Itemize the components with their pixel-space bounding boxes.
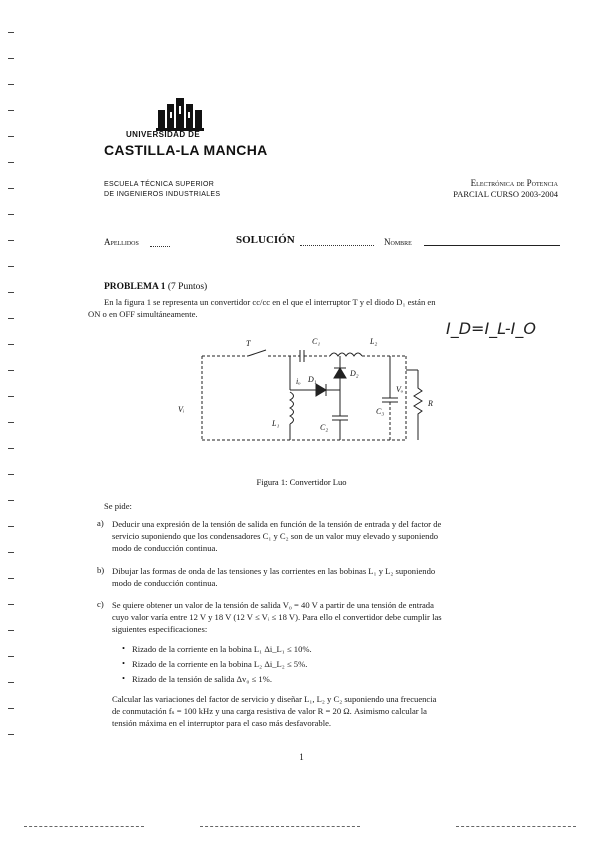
bullet-3: Rizado de la tensión de salida Δv₀ ≤ 1%. bbox=[132, 674, 272, 684]
capacitor-c3-icon bbox=[382, 398, 398, 402]
problem-points: (7 Puntos) bbox=[167, 282, 208, 292]
solucion-field[interactable] bbox=[300, 235, 374, 246]
label-l2: L₂ bbox=[370, 337, 378, 346]
item-c-label: c) bbox=[97, 599, 104, 609]
nombre-label: Nombre bbox=[384, 237, 412, 247]
item-a-line3: modo de conducción continua. bbox=[112, 543, 218, 553]
label-c1: C₁ bbox=[312, 337, 321, 346]
scan-bottom-mark-right bbox=[456, 826, 576, 828]
closing-line3: tensión máxima en el interruptor para el caso más desfavorable. bbox=[112, 718, 332, 728]
label-d1: D₁ bbox=[308, 375, 317, 384]
label-c2: C₂ bbox=[320, 423, 329, 432]
problem-header bbox=[104, 282, 207, 292]
item-b-line1: Dibujar las formas de onda de las tensiones y las corrientes en las bobinas L₁ y L₂ suponiendo bbox=[112, 566, 436, 576]
se-pide-label: Se pide: bbox=[104, 501, 132, 511]
course-title: Electrónica de Potencia bbox=[470, 178, 558, 188]
page-number: 1 bbox=[299, 752, 304, 762]
inductor-l2-icon bbox=[330, 353, 362, 356]
handwritten-note: I_D=I_L-I_O bbox=[446, 319, 536, 338]
capacitor-c1-icon bbox=[300, 350, 304, 362]
bullet-2: Rizado de la corriente en la bobina L₂ Δi_L₂ ≤ 5%. bbox=[132, 659, 308, 669]
item-a-line2: servicio suponiendo que los condensadores C₁ y C₂ son de un valor muy elevado y suponiendo bbox=[112, 531, 439, 541]
school-name-line2: DE INGENIEROS INDUSTRIALES bbox=[104, 191, 221, 198]
label-switch-t: T bbox=[246, 339, 251, 348]
diode-d2-icon bbox=[334, 368, 346, 378]
apellidos-label: Apellidos bbox=[104, 237, 139, 247]
university-name-line2: CASTILLA-LA MANCHA bbox=[104, 142, 268, 158]
bullet-1-marker: • bbox=[122, 643, 126, 653]
closing-line2: de conmutación fₛ = 100 kHz y una carga resistiva de valor R = 20 Ω. Asimismo calcular la bbox=[112, 706, 427, 716]
university-name-line1: UNIVERSIDAD DE bbox=[126, 130, 201, 139]
label-r: R bbox=[428, 399, 433, 408]
item-b-line2: modo de conducción continua. bbox=[112, 578, 218, 588]
problem-intro-line2: ON o en OFF simultáneamente. bbox=[88, 309, 198, 319]
switch-t-icon bbox=[248, 350, 266, 356]
solucion-label: SOLUCIÓN bbox=[236, 234, 295, 246]
course-subtitle: PARCIAL CURSO 2003-2004 bbox=[453, 189, 558, 199]
diode-d1-icon bbox=[316, 384, 326, 396]
item-b-label: b) bbox=[97, 565, 105, 575]
label-io: iₒ bbox=[296, 377, 301, 386]
bullet-3-marker: • bbox=[122, 673, 126, 683]
bullet-2-marker: • bbox=[122, 658, 126, 668]
item-c-line2: cuyo valor varía entre 12 V y 18 V (12 V ≤ Vᵢ ≤ 18 V). Para ello el convertidor debe cumplir las bbox=[112, 612, 442, 622]
closing-line1: Calcular las variaciones del factor de servicio y diseñar L₁, L₂ y C₂ suponiendo una frecuencia bbox=[112, 694, 437, 704]
item-a-line1: Deducir una expresión de la tensión de salida en función de la tensión de entrada y del factor de bbox=[112, 519, 442, 529]
item-a-label: a) bbox=[97, 518, 104, 528]
resistor-r-icon bbox=[414, 370, 422, 440]
label-d2: D₂ bbox=[350, 369, 359, 378]
scan-bottom-mark-mid bbox=[200, 826, 360, 828]
label-vo: Vₒ bbox=[396, 385, 404, 394]
luo-converter-circuit bbox=[170, 330, 440, 460]
school-name-line1: ESCUELA TÉCNICA SUPERIOR bbox=[104, 181, 215, 188]
inductor-l1-icon bbox=[290, 392, 294, 424]
scan-bottom-mark-left bbox=[24, 826, 144, 828]
problem-title: PROBLEMA 1 bbox=[104, 282, 166, 292]
item-c-line3: siguientes especificaciones: bbox=[112, 624, 208, 634]
problem-intro-line1: En la figura 1 se representa un convertidor cc/cc en el que el interruptor T y el diodo D₁ están en bbox=[104, 297, 436, 307]
label-vi: Vᵢ bbox=[178, 405, 185, 414]
bullet-1: Rizado de la corriente en la bobina L₁ Δi_L₁ ≤ 10%. bbox=[132, 644, 312, 654]
label-c3: C₃ bbox=[376, 407, 385, 416]
nombre-field[interactable] bbox=[424, 235, 560, 246]
figure-caption: Figura 1: Convertidor Luo bbox=[256, 477, 347, 487]
apellidos-field[interactable] bbox=[150, 236, 170, 247]
capacitor-c2-icon bbox=[332, 416, 348, 420]
item-c-line1: Se quiere obtener un valor de la tensión de salida V₀ = 40 V a partir de una tensión de entrada bbox=[112, 600, 434, 610]
label-l1: L₁ bbox=[272, 419, 280, 428]
